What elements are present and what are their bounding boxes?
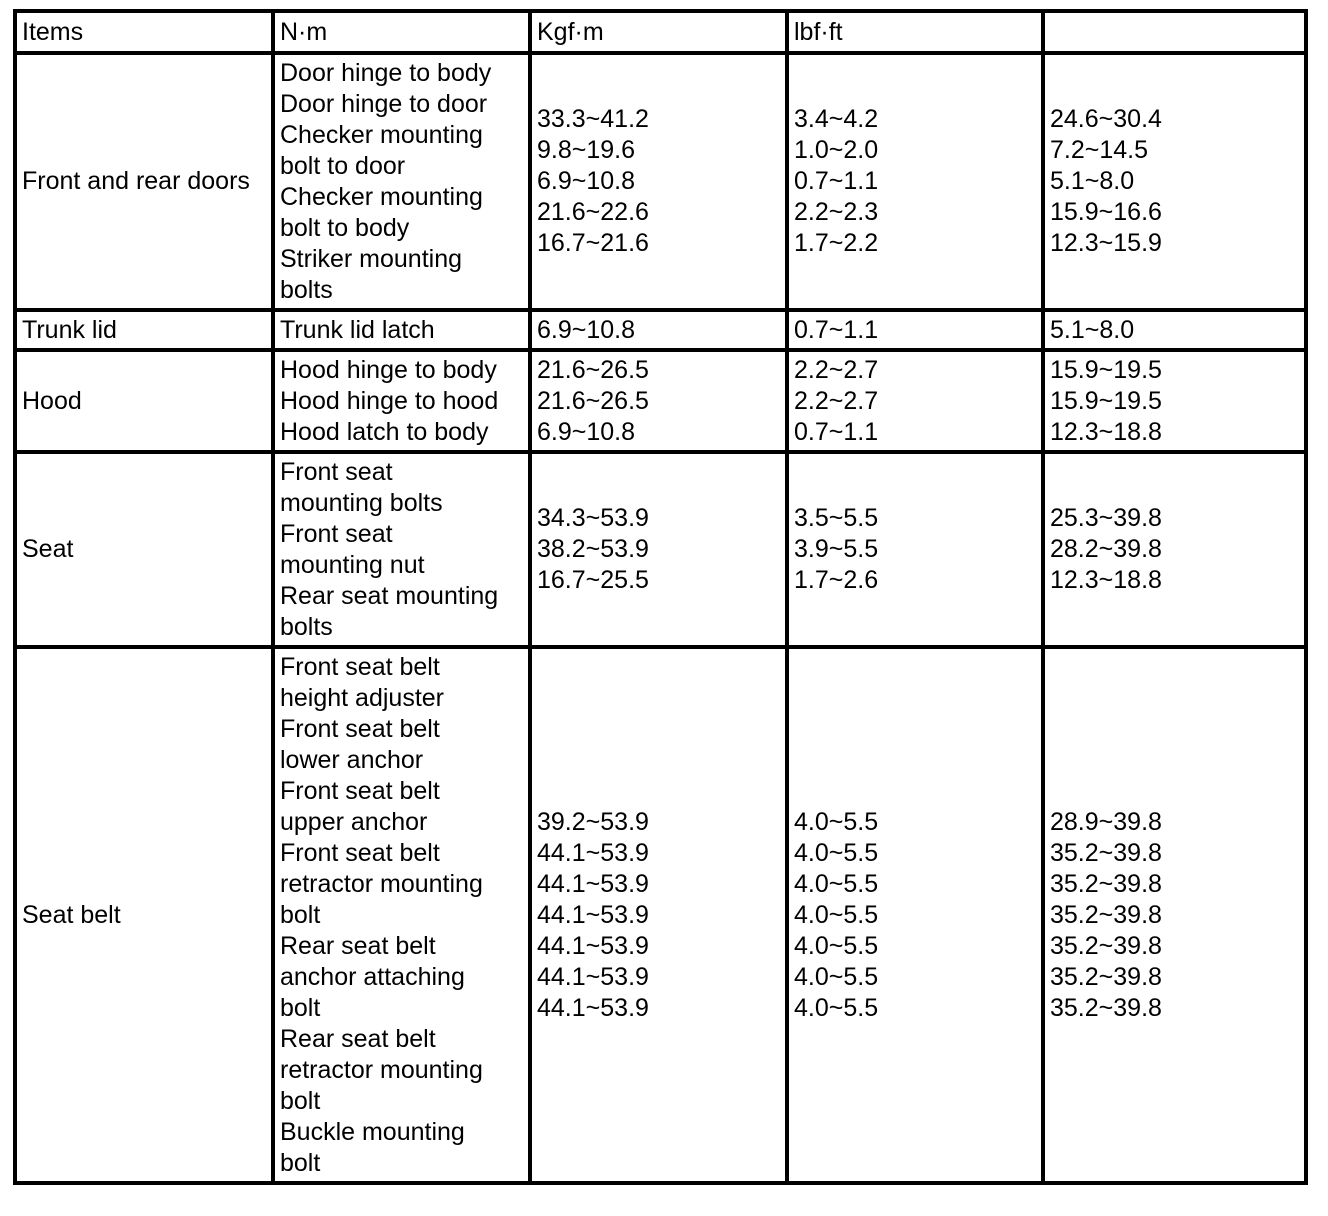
lbfft-value: 35.2~39.8 bbox=[1050, 900, 1162, 929]
kgfm-value: 2.2~2.7 bbox=[794, 386, 879, 415]
lbfft-value: 28.9~39.8 bbox=[1050, 807, 1162, 836]
nm-cell bbox=[530, 647, 787, 1183]
kgfm-value: 1.7~2.6 bbox=[794, 566, 879, 594]
table-row bbox=[15, 310, 1306, 350]
kgfm-cell bbox=[787, 310, 1043, 350]
description-cell bbox=[273, 350, 530, 452]
description-cell bbox=[273, 647, 530, 1183]
kgfm-value: 3.5~5.5 bbox=[794, 504, 879, 532]
lbfft-cell bbox=[1043, 310, 1306, 350]
description-cell bbox=[273, 310, 530, 350]
description-line: Front seat bbox=[280, 519, 393, 548]
lbfft-value: 15.9~19.5 bbox=[1050, 355, 1162, 384]
lbfft-value: 5.1~8.0 bbox=[1050, 167, 1135, 195]
nm-value: 16.7~21.6 bbox=[537, 229, 649, 257]
kgfm-value: 4.0~5.5 bbox=[794, 807, 879, 836]
description-line: lower anchor bbox=[280, 745, 424, 774]
description-line: bolt bbox=[280, 900, 321, 929]
kgfm-value: 4.0~5.5 bbox=[794, 838, 879, 867]
item-label: Trunk lid bbox=[22, 315, 117, 344]
description-line: bolts bbox=[280, 612, 333, 641]
description-line: mounting bolts bbox=[280, 488, 443, 517]
description-line: Checker mounting bbox=[280, 120, 483, 149]
lbfft-value: 35.2~39.8 bbox=[1050, 993, 1162, 1022]
header-kgfm: Kgf·m bbox=[530, 11, 787, 53]
torque-spec-table bbox=[13, 9, 1308, 1185]
description-line: Door hinge to body bbox=[280, 58, 492, 87]
header-extra bbox=[1043, 11, 1306, 53]
description-line: retractor mounting bbox=[280, 869, 483, 898]
description-line: Rear seat mounting bbox=[280, 581, 499, 610]
header-row bbox=[15, 11, 1306, 53]
nm-value: 38.2~53.9 bbox=[537, 535, 649, 563]
kgfm-cell bbox=[787, 53, 1043, 310]
description-line: Striker mounting bbox=[280, 244, 463, 273]
nm-value: 44.1~53.9 bbox=[537, 869, 649, 898]
header-lbfft: lbf·ft bbox=[787, 11, 1043, 53]
description-line: Rear seat belt bbox=[280, 931, 436, 960]
nm-value: 21.6~22.6 bbox=[537, 198, 649, 226]
item-label: Front and rear doors bbox=[22, 167, 250, 195]
item-cell bbox=[15, 350, 273, 452]
description-line: bolt to door bbox=[280, 151, 406, 180]
lbfft-value: 35.2~39.8 bbox=[1050, 869, 1162, 898]
description-line: Front seat belt bbox=[280, 714, 440, 743]
description-line: mounting nut bbox=[280, 550, 425, 579]
description-line: height adjuster bbox=[280, 683, 445, 712]
lbfft-value: 12.3~15.9 bbox=[1050, 229, 1162, 257]
lbfft-value: 12.3~18.8 bbox=[1050, 417, 1162, 446]
nm-value: 9.8~19.6 bbox=[537, 136, 636, 164]
kgfm-value: 3.9~5.5 bbox=[794, 535, 879, 563]
description-line: Hood hinge to body bbox=[280, 355, 497, 384]
lbfft-value: 24.6~30.4 bbox=[1050, 105, 1162, 133]
description-line: upper anchor bbox=[280, 807, 428, 836]
kgfm-cell bbox=[787, 647, 1043, 1183]
item-cell bbox=[15, 53, 273, 310]
nm-value: 6.9~10.8 bbox=[537, 417, 636, 446]
table-row bbox=[15, 647, 1306, 1183]
description-line: retractor mounting bbox=[280, 1055, 483, 1084]
item-label: Seat belt bbox=[22, 900, 121, 929]
description-line: bolt bbox=[280, 993, 321, 1022]
description-line: anchor attaching bbox=[280, 962, 465, 991]
nm-cell bbox=[530, 452, 787, 647]
nm-value: 44.1~53.9 bbox=[537, 962, 649, 991]
description-line: bolt bbox=[280, 1148, 321, 1177]
nm-value: 33.3~41.2 bbox=[537, 105, 649, 133]
description-line: Front seat belt bbox=[280, 776, 440, 805]
kgfm-value: 1.7~2.2 bbox=[794, 229, 879, 257]
header-nm: N·m bbox=[273, 11, 530, 53]
lbfft-value: 15.9~19.5 bbox=[1050, 386, 1162, 415]
kgfm-value: 4.0~5.5 bbox=[794, 869, 879, 898]
item-cell bbox=[15, 647, 273, 1183]
lbfft-cell bbox=[1043, 452, 1306, 647]
nm-value: 44.1~53.9 bbox=[537, 931, 649, 960]
description-line: Trunk lid latch bbox=[280, 315, 435, 344]
lbfft-value: 7.2~14.5 bbox=[1050, 136, 1149, 164]
description-line: bolt bbox=[280, 1086, 321, 1115]
description-line: bolt to body bbox=[280, 213, 410, 242]
kgfm-cell bbox=[787, 452, 1043, 647]
kgfm-cell bbox=[787, 350, 1043, 452]
description-line: Hood latch to body bbox=[280, 417, 489, 446]
description-line: Buckle mounting bbox=[280, 1117, 465, 1146]
kgfm-value: 2.2~2.7 bbox=[794, 355, 879, 384]
kgfm-value: 0.7~1.1 bbox=[794, 315, 879, 344]
nm-cell bbox=[530, 53, 787, 310]
kgfm-value: 2.2~2.3 bbox=[794, 198, 879, 226]
nm-value: 44.1~53.9 bbox=[537, 993, 649, 1022]
nm-value: 16.7~25.5 bbox=[537, 566, 649, 594]
nm-value: 21.6~26.5 bbox=[537, 386, 649, 415]
lbfft-cell bbox=[1043, 53, 1306, 310]
table-row bbox=[15, 452, 1306, 647]
nm-value: 44.1~53.9 bbox=[537, 838, 649, 867]
lbfft-value: 5.1~8.0 bbox=[1050, 315, 1135, 344]
description-line: Door hinge to door bbox=[280, 89, 488, 118]
item-cell bbox=[15, 310, 273, 350]
lbfft-cell bbox=[1043, 350, 1306, 452]
lbfft-value: 35.2~39.8 bbox=[1050, 962, 1162, 991]
header-items: Items bbox=[15, 11, 273, 53]
nm-value: 6.9~10.8 bbox=[537, 315, 636, 344]
kgfm-value: 1.0~2.0 bbox=[794, 136, 879, 164]
description-line: Front seat belt bbox=[280, 838, 440, 867]
nm-cell bbox=[530, 310, 787, 350]
nm-value: 6.9~10.8 bbox=[537, 167, 636, 195]
description-cell bbox=[273, 452, 530, 647]
description-line: bolts bbox=[280, 275, 333, 304]
nm-value: 39.2~53.9 bbox=[537, 807, 649, 836]
nm-value: 21.6~26.5 bbox=[537, 355, 649, 384]
description-cell bbox=[273, 53, 530, 310]
kgfm-value: 0.7~1.1 bbox=[794, 417, 879, 446]
item-cell bbox=[15, 452, 273, 647]
kgfm-value: 4.0~5.5 bbox=[794, 931, 879, 960]
description-line: Front seat belt bbox=[280, 652, 440, 681]
item-label: Seat bbox=[22, 535, 74, 563]
description-line: Checker mounting bbox=[280, 182, 483, 211]
nm-value: 44.1~53.9 bbox=[537, 900, 649, 929]
description-line: Rear seat belt bbox=[280, 1024, 436, 1053]
lbfft-value: 15.9~16.6 bbox=[1050, 198, 1162, 226]
description-line: Hood hinge to hood bbox=[280, 386, 499, 415]
lbfft-value: 28.2~39.8 bbox=[1050, 535, 1162, 563]
nm-value: 34.3~53.9 bbox=[537, 504, 649, 532]
description-line: Front seat bbox=[280, 457, 393, 486]
lbfft-value: 35.2~39.8 bbox=[1050, 838, 1162, 867]
kgfm-value: 4.0~5.5 bbox=[794, 900, 879, 929]
lbfft-value: 25.3~39.8 bbox=[1050, 504, 1162, 532]
table-row bbox=[15, 350, 1306, 452]
item-label: Hood bbox=[22, 386, 82, 415]
kgfm-value: 4.0~5.5 bbox=[794, 962, 879, 991]
lbfft-value: 35.2~39.8 bbox=[1050, 931, 1162, 960]
kgfm-value: 0.7~1.1 bbox=[794, 167, 879, 195]
lbfft-value: 12.3~18.8 bbox=[1050, 566, 1162, 594]
lbfft-cell bbox=[1043, 647, 1306, 1183]
table-row bbox=[15, 53, 1306, 310]
nm-cell bbox=[530, 350, 787, 452]
kgfm-value: 3.4~4.2 bbox=[794, 105, 879, 133]
kgfm-value: 4.0~5.5 bbox=[794, 993, 879, 1022]
